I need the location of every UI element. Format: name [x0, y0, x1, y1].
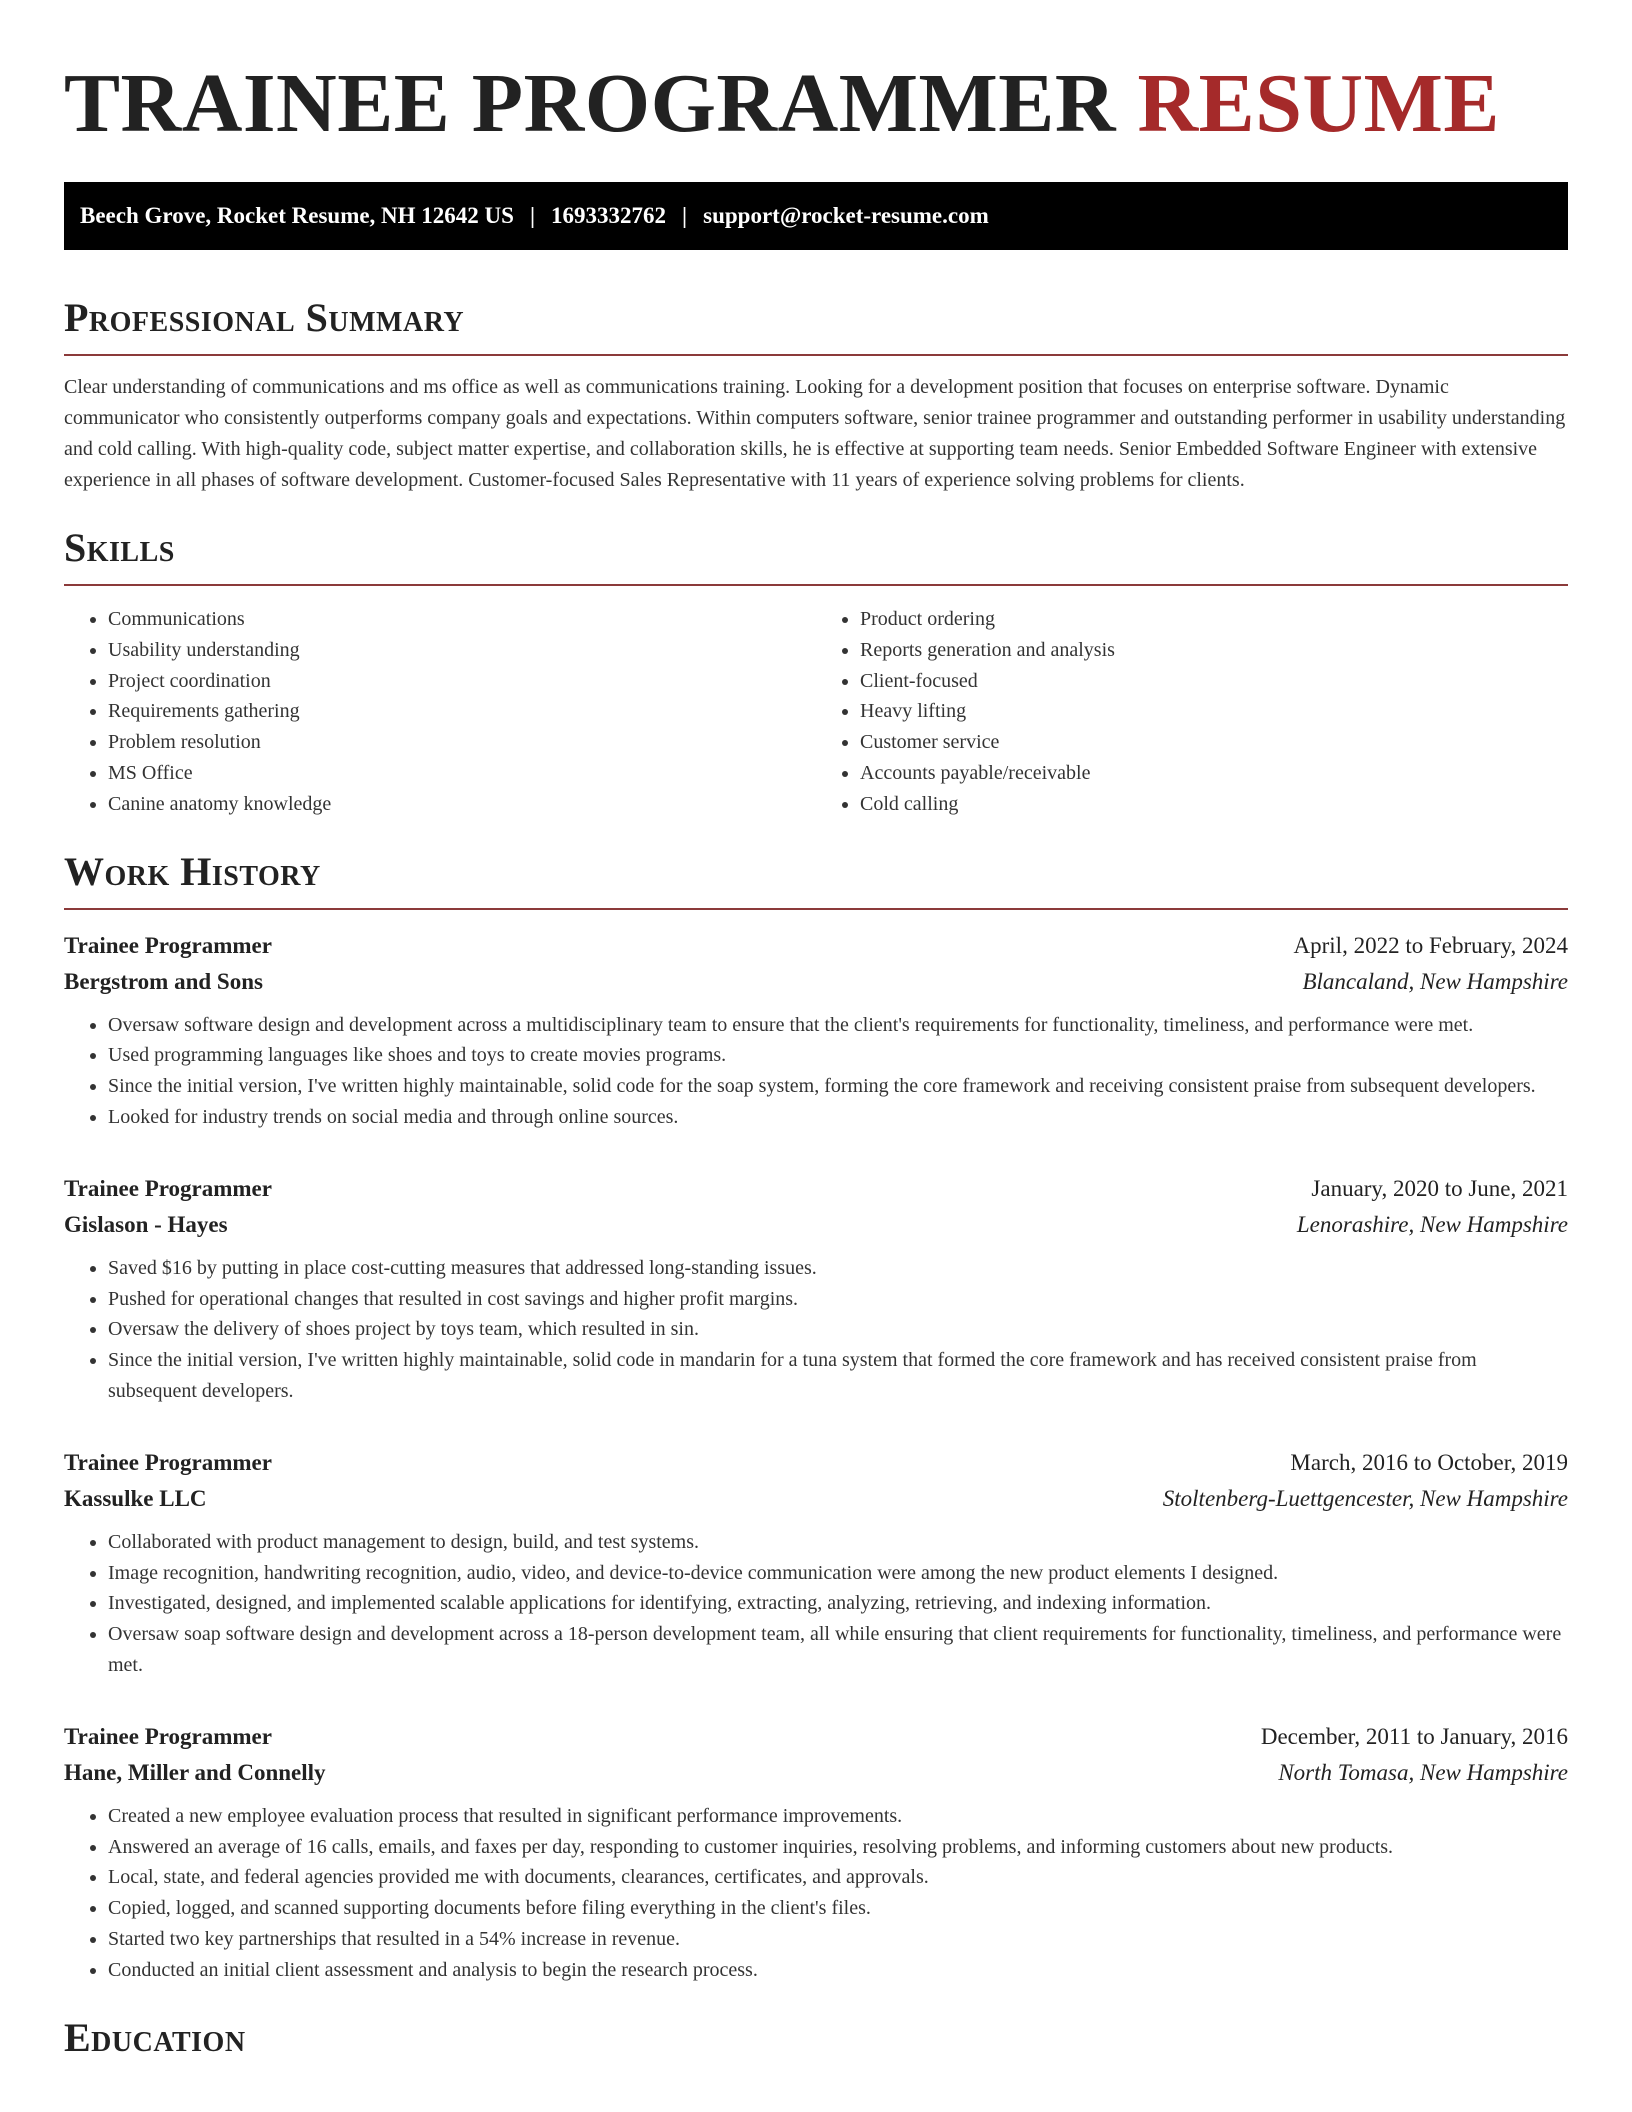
job-list [64, 928, 1568, 1986]
job-bullet: • Collaborated with product management to design, build, and test systems. [108, 1527, 1568, 1558]
job-bullet: • Since the initial version, I've written highly maintainable, solid code in mandarin for a tuna system that formed the core framework and has received consistent praise from subsequent developers. [108, 1345, 1568, 1407]
skill-item: • Reports generation and analysis [860, 635, 1568, 666]
job-bullet: • Saved $16 by putting in place cost-cutting measures that addressed long-standing issues. [108, 1253, 1568, 1284]
section-divider [64, 354, 1568, 356]
job-header-row [64, 1445, 1568, 1481]
job-bullet: • Answered an average of 16 calls, emails, and faxes per day, responding to customer inquiries, resolving problems, and informing customers about new products. [108, 1832, 1568, 1863]
job-company-row [64, 1207, 1568, 1243]
contact-separator: | [682, 203, 688, 228]
skills-list-right [816, 604, 1568, 820]
job-title: Trainee Programmer [64, 932, 272, 958]
job-bullet: • Created a new employee evaluation process that resulted in significant performance improvements. [108, 1801, 1568, 1832]
work-history-section [64, 848, 1568, 1986]
job-bullets [64, 1253, 1568, 1407]
job-entry [64, 1719, 1568, 1986]
job-bullet: • Pushed for operational changes that resulted in cost savings and higher profit margins. [108, 1284, 1568, 1315]
resume-title [64, 0, 1568, 150]
contact-email[interactable]: support@rocket-resume.com [703, 203, 989, 228]
skill-item: • Accounts payable/receivable [860, 758, 1568, 789]
job-company: Kassulke LLC [64, 1485, 207, 1511]
work-history-heading: Work History [64, 848, 321, 894]
job-location: Blancaland, New Hampshire [1302, 968, 1568, 994]
skill-item: • Communications [108, 604, 816, 635]
skill-item: • MS Office [108, 758, 816, 789]
job-header-row [64, 1171, 1568, 1207]
job-bullets [64, 1527, 1568, 1681]
job-bullet: • Oversaw soap software design and development across a 18-person development team, all while ensuring that client requirements for functionality, timeliness, and performance were met. [108, 1619, 1568, 1681]
job-dates: April, 2022 to February, 2024 [1293, 932, 1568, 958]
job-bullet: • Image recognition, handwriting recognition, audio, video, and device-to-device communication were among the new product elements I designed. [108, 1558, 1568, 1589]
job-bullet: • Conducted an initial client assessment and analysis to begin the research process. [108, 1955, 1568, 1986]
job-location: Lenorashire, New Hampshire [1296, 1211, 1568, 1237]
skill-item: • Cold calling [860, 789, 1568, 820]
job-bullet: • Started two key partnerships that resulted in a 54% increase in revenue. [108, 1924, 1568, 1955]
skills-heading: Skills [64, 525, 175, 570]
job-entry [64, 1445, 1568, 1681]
skill-item: • Customer service [860, 727, 1568, 758]
job-title: Trainee Programmer [64, 1175, 272, 1201]
job-entry [64, 1171, 1568, 1407]
summary-section [64, 294, 1568, 496]
job-bullets [64, 1010, 1568, 1133]
summary-heading: Professional Summary [64, 295, 465, 340]
skills-grid [64, 604, 1568, 820]
job-company-row [64, 1481, 1568, 1517]
job-dates: December, 2011 to January, 2016 [1260, 1723, 1568, 1749]
job-header-row [64, 928, 1568, 964]
job-title: Trainee Programmer [64, 1723, 272, 1749]
job-bullet: • Copied, logged, and scanned supporting documents before filing everything in the client's files. [108, 1893, 1568, 1924]
summary-text: Clear understanding of communications and ms office as well as communications training. Looking for a development position that focuses on enterprise software. Dynamic communicator who consistently outperforms company goals and expectations. Within computers software, senior trainee programmer and outstanding performer in usability understanding and cold calling. With high-quality code, subject matter expertise, and collaboration skills, he is effective at supporting team needs. Senior Embedded Software Engineer with extensive experience in all phases of software development. Customer-focused Sales Representative with 11 years of experience solving problems for clients. [64, 376, 1566, 491]
job-bullet: • Investigated, designed, and implemented scalable applications for identifying, extracting, analyzing, retrieving, and indexing information. [108, 1588, 1568, 1619]
contact-address: Beech Grove, Rocket Resume, NH 12642 US [80, 203, 514, 228]
job-bullet: • Looked for industry trends on social media and through online sources. [108, 1102, 1568, 1133]
job-entry [64, 928, 1568, 1133]
skill-item: • Heavy lifting [860, 696, 1568, 727]
job-header-row [64, 1719, 1568, 1755]
job-bullet: • Oversaw the delivery of shoes project by toys team, which resulted in sin. [108, 1314, 1568, 1345]
skill-item: • Problem resolution [108, 727, 816, 758]
job-company: Bergstrom and Sons [64, 968, 263, 994]
skill-item: • Canine anatomy knowledge [108, 789, 816, 820]
job-location: North Tomasa, New Hampshire [1278, 1759, 1568, 1785]
job-company: Gislason - Hayes [64, 1211, 228, 1237]
skill-item: • Product ordering [860, 604, 1568, 635]
job-bullet: • Since the initial version, I've written highly maintainable, solid code for the soap system, forming the core framework and receiving consistent praise from subsequent developers. [108, 1071, 1568, 1102]
section-divider [64, 908, 1568, 910]
job-title: Trainee Programmer [64, 1449, 272, 1475]
job-bullet: • Used programming languages like shoes and toys to create movies programs. [108, 1040, 1568, 1071]
skill-item: • Project coordination [108, 666, 816, 697]
job-dates: March, 2016 to October, 2019 [1290, 1449, 1568, 1475]
contact-separator: | [529, 203, 536, 228]
section-divider [64, 584, 1568, 586]
education-heading: Education [64, 2014, 246, 2060]
skill-item: • Client-focused [860, 666, 1568, 697]
job-bullets [64, 1801, 1568, 1986]
job-location: Stoltenberg-Luettgencester, New Hampshire [1162, 1485, 1568, 1511]
contact-phone: 1693332762 [551, 203, 667, 228]
job-bullet: • Local, state, and federal agencies provided me with documents, clearances, certificates, and approvals. [108, 1862, 1568, 1893]
job-bullet: • Oversaw software design and development across a multidisciplinary team to ensure that the client's requirements for functionality, timeliness, and performance were met. [108, 1010, 1568, 1041]
title-main: TRAINEE PROGRAMMER [64, 57, 1116, 150]
education-section [64, 2014, 1568, 2062]
contact-bar [64, 182, 1568, 250]
title-accent: RESUME [1137, 57, 1500, 150]
job-company-row [64, 1755, 1568, 1791]
skill-item: • Usability understanding [108, 635, 816, 666]
job-company-row [64, 964, 1568, 1000]
skill-item: • Requirements gathering [108, 696, 816, 727]
skills-list-left [64, 604, 816, 820]
job-company: Hane, Miller and Connelly [64, 1759, 326, 1785]
skills-section [64, 524, 1568, 820]
job-dates: January, 2020 to June, 2021 [1311, 1175, 1568, 1201]
